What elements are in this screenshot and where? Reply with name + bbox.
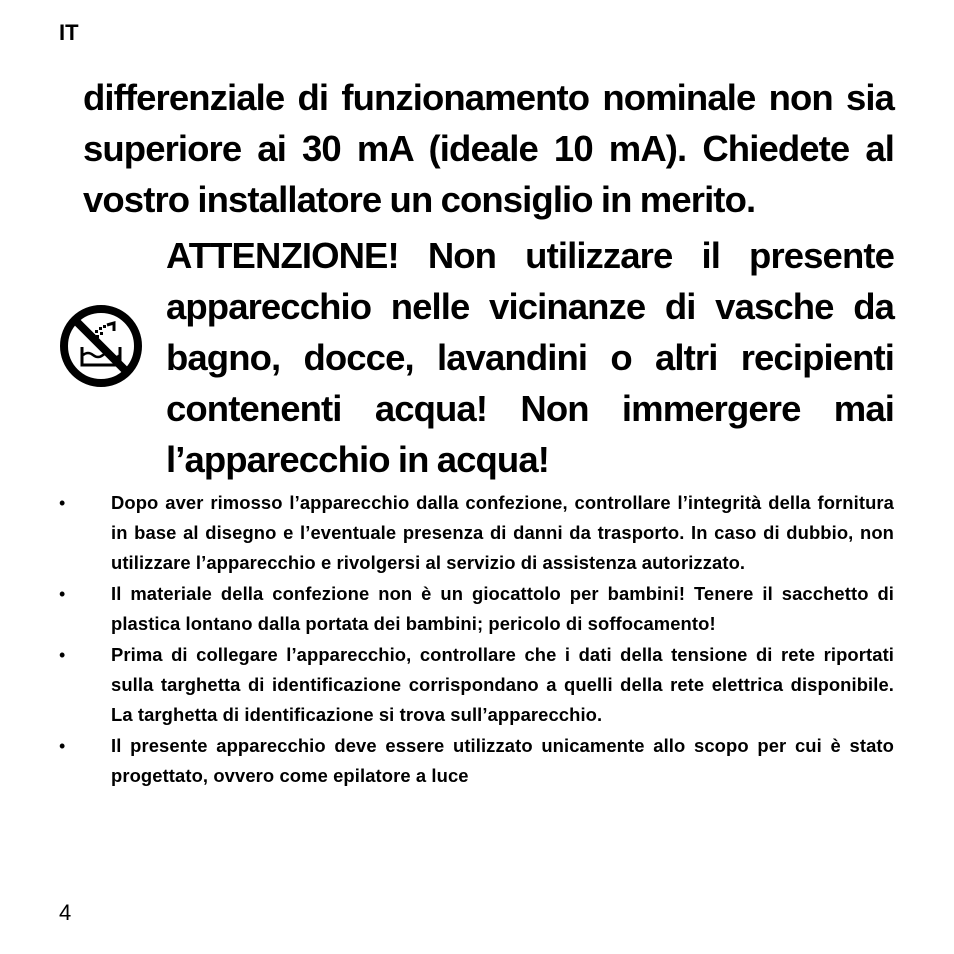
bullet-text: Il presente apparecchio deve essere utilizzato unicamente allo scopo per cui è stato progettato, ovvero come epilatore a luce [111, 735, 894, 786]
list-item [59, 640, 894, 730]
warning-paragraph: ATTENZIONE! Non utilizzare il presente apparecchio nelle vicinanze di vasche da bagno, docce, lavandini o altri recipienti contenenti acqua! Non immergere mai l’apparecchio in acqua! [166, 235, 894, 480]
bullet-marker: • [59, 493, 66, 513]
bullet-marker: • [59, 736, 66, 756]
bullet-marker: • [59, 645, 66, 665]
language-label: IT [59, 20, 79, 45]
page-number: 4 [59, 900, 72, 925]
bullet-text: Il materiale della confezione non è un giocattolo per bambini! Tenere il sacchetto di plastica lontano dalla portata dei bambini; pericolo di soffocamento! [111, 583, 894, 634]
bullet-marker: • [59, 584, 66, 604]
safety-bullet-list [59, 488, 894, 792]
no-water-bath-icon [58, 303, 144, 389]
bullet-text: Prima di collegare l’apparecchio, controllare che i dati della tensione di rete riportati sulla targhetta di identificazione corrispondano a quelli della rete elettrica disponibile. La targhetta di identificazione si trova sull’apparecchio. [111, 644, 894, 725]
intro-paragraph: differenziale di funzionamento nominale non sia superiore ai 30 mA (ideale 10 mA). Chiedete al vostro installatore un consiglio in merito. [83, 77, 894, 220]
list-item [59, 579, 894, 639]
list-item [59, 731, 894, 791]
bullet-text: Dopo aver rimosso l’apparecchio dalla confezione, controllare l’integrità della fornitura in base al disegno e l’eventuale presenza di danni da trasporto. In caso di dubbio, non utilizzare l’apparecchio e rivolgersi al servizio di assistenza autorizzato. [111, 492, 894, 573]
list-item [59, 488, 894, 578]
